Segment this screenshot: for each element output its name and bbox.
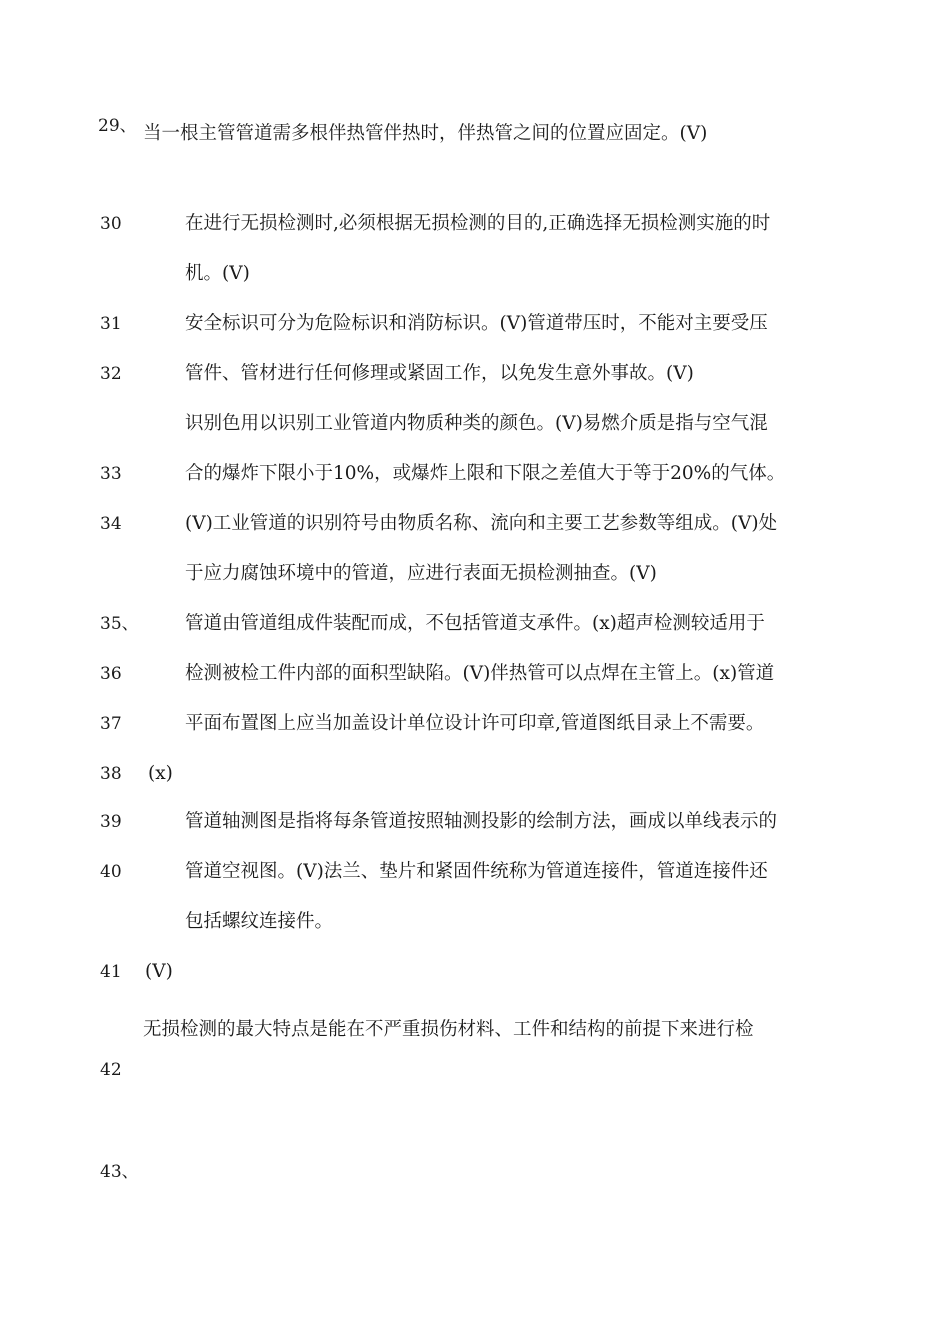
question-number: 36 [100,664,122,684]
question-text: 管道空视图。(V)法兰、垫片和紧固件统称为管道连接件，管道连接件还 [185,861,768,882]
question-text: 平面布置图上应当加盖设计单位设计许可印章,管道图纸目录上不需要。 [185,713,765,734]
question-text: 管道由管道组成件装配而成，不包括管道支承件。(x)超声检测较适用于 [185,613,765,634]
question-number: 30 [100,214,122,234]
question-number: 39 [100,812,122,832]
question-number: 42 [100,1060,122,1080]
question-number: 40 [100,862,122,882]
question-text: 管道轴测图是指将每条管道按照轴测投影的绘制方法，画成以单线表示的 [185,811,778,832]
question-text: 机。(V) [185,263,250,284]
question-number: 32 [100,364,122,384]
question-text: (V)工业管道的识别符号由物质名称、流向和主要工艺参数等组成。(V)处 [185,513,778,534]
question-text: 检测被检工件内部的面积型缺陷。(V)伴热管可以点焊在主管上。(x)管道 [185,663,775,684]
question-number: 33 [100,464,122,484]
question-text: 安全标识可分为危险标识和消防标识。(V)管道带压时，不能对主要受压 [185,313,768,334]
question-text: 在进行无损检测时,必须根据无损检测的目的,正确选择无损检测实施的时 [185,213,771,234]
question-text: 于应力腐蚀环境中的管道，应进行表面无损检测抽查。(V) [185,563,657,584]
question-text: 管件、管材进行任何修理或紧固工作，以免发生意外事故。(V) [185,363,694,384]
question-number: 31 [100,314,122,334]
question-text: 包括螺纹连接件。 [185,911,334,932]
question-text: 当一根主管管道需多根伴热管伴热时，伴热管之间的位置应固定。(V) [143,123,708,144]
question-text: 无损检测的最大特点是能在不严重损伤材料、工件和结构的前提下来进行检 [143,1019,754,1040]
question-number: 35、 [100,614,139,634]
answer-mark: (V) [145,961,173,982]
answer-mark: (x) [148,763,173,784]
question-number: 41 [100,962,122,982]
question-number: 43、 [100,1162,139,1182]
question-number: 34 [100,514,122,534]
question-number: 37 [100,714,122,734]
question-number: 29、 [98,116,137,136]
question-text: 合的爆炸下限小于10%，或爆炸上限和下限之差值大于等于20%的气体。 [185,463,786,484]
question-number: 38 [100,764,122,784]
question-text: 识别色用以识别工业管道内物质种类的颜色。(V)易燃介质是指与空气混 [185,413,768,434]
